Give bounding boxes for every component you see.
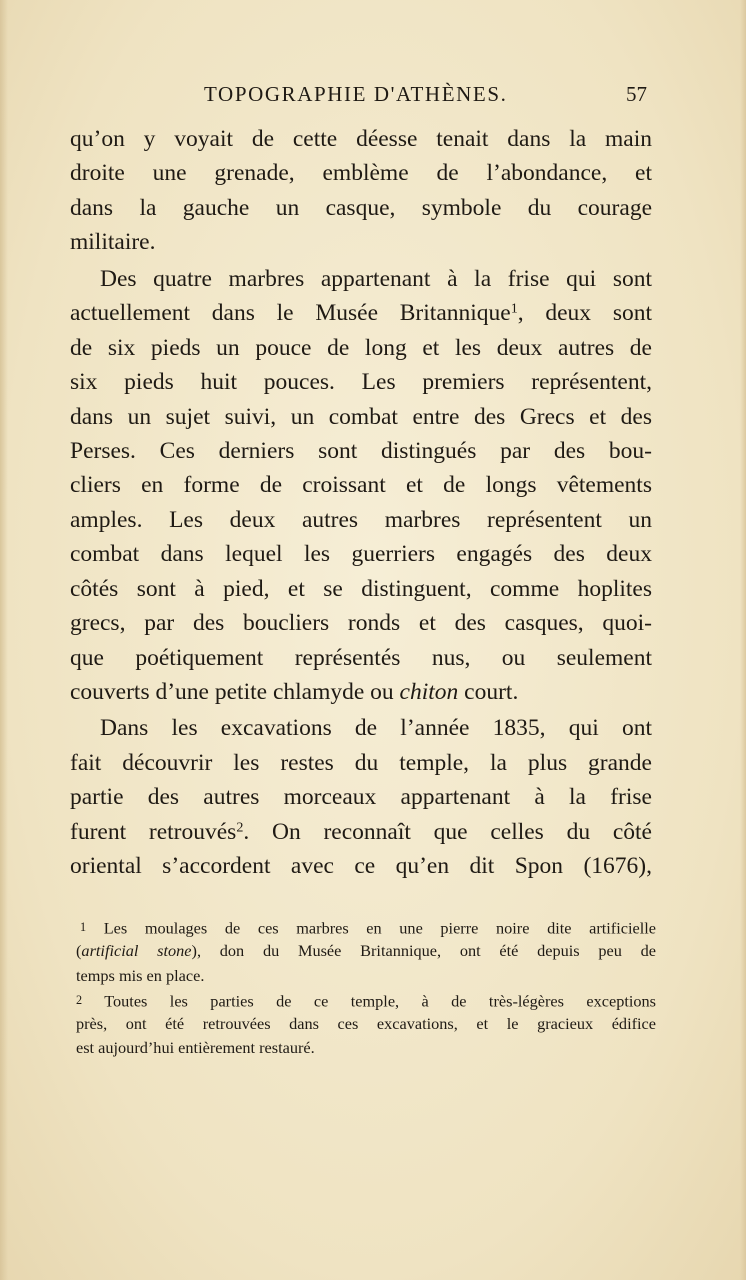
footnote-line [76,939,656,963]
page-edge-left [0,0,8,1280]
text-line: cliers en forme de croissant et de longs vêtements [70,472,652,499]
text-segment: Les moulages de ces marbres en une pierre noire dite artificielle [86,918,656,938]
text-line: dans un sujet suivi, un combat entre des Grecs et des [70,403,652,430]
text-line: Dans les excavations de l’année 1835, qui ont [100,715,652,742]
text-line: combat dans lequel les guerriers engagés des deux [70,541,652,568]
text-line: oriental s’accordent avec ce qu’en dit Spon (1676), [70,853,652,880]
text-line: dans la gauche un casque, symbole du courage [70,194,652,221]
text-segment: ), don du Musée Britannique, ont été depuis peu de [191,941,656,961]
text-line: côtés sont à pied, et se distinguent, comme hoplites [70,575,652,602]
text-segment: court. [458,679,519,705]
text-line: Perses. Ces derniers sont distingués par des bou- [70,437,652,464]
page-edge-right [740,0,746,1280]
paragraph [70,711,652,883]
text-segment: ( [76,941,82,961]
paragraph [70,262,652,710]
text-line [70,815,652,849]
footnote-ref: 2 [236,819,244,835]
text-line [70,296,652,330]
text-segment: actuellement dans le Musée Britannique [70,300,511,327]
text-segment: , deux sont [517,300,652,327]
text-line: droite une grenade, emblème de l’abondance, et [70,160,652,187]
text-line: six pieds huit pouces. Les premiers représentent, [70,369,652,396]
italic-term: artificial stone [81,941,192,961]
footnote-2 [76,988,656,1061]
italic-term: chiton [399,679,459,705]
footnote-number: 1 [80,920,87,934]
text-line: partie des autres morceaux appartenant à la frise [70,784,652,811]
text-line: de six pieds un pouce de long et les deux autres de [70,334,652,361]
text-line: amples. Les deux autres marbres représentent un [70,506,652,533]
text-segment: furent retrouvés [70,818,237,845]
text-line: Des quatre marbres appartenant à la frise qui sont [100,265,652,292]
footnote-line: est aujourd’hui entièrement restauré. [76,1038,315,1058]
text-line: militaire. [70,229,156,256]
footnote-line [76,988,656,1012]
footnote-line [76,915,656,939]
footnote-ref: 1 [510,300,518,317]
running-title: TOPOGRAPHIE D'ATHÈNES. [204,82,508,106]
text-line: grecs, par des boucliers ronds et des casques, quoi- [70,610,652,637]
footnote-line: temps mis en place. [76,965,205,985]
text-segment: couverts d’une petite chlamyde ou [70,679,400,705]
text-line: fait découvrir les restes du temple, la plus grande [70,749,652,776]
footnote-line: près, ont été retrouvées dans ces excavations, et le gracieux édifice [76,1014,656,1034]
text-segment: . On reconnaît que celles du côté [243,818,652,845]
paragraph [70,122,652,260]
footnote-1 [76,915,656,988]
text-line: qu’on y voyait de cette déesse tenait dans la main [70,126,652,152]
main-text [70,122,652,884]
text-line [70,675,652,709]
text-line: que poétiquement représentés nus, ou seulement [70,644,652,671]
footnote-number: 2 [76,992,83,1007]
page-header [0,82,746,112]
footnotes [76,915,656,1061]
page-number: 57 [626,82,647,106]
text-segment: Toutes les parties de ce temple, à de très-légères exceptions [82,991,656,1011]
